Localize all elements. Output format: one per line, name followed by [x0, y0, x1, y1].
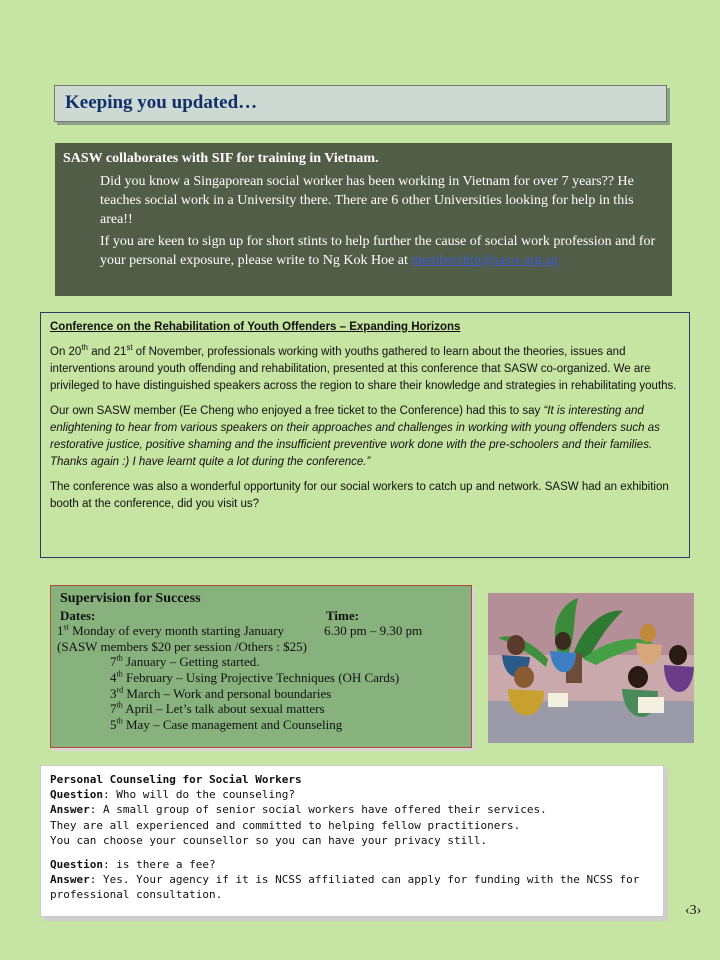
- session-text: May – Case management and Counseling: [122, 716, 343, 732]
- session-num: 5: [110, 716, 117, 732]
- session-item: [57, 670, 463, 686]
- time-value: 6.30 pm – 9.30 pm: [324, 623, 423, 639]
- question-label: Question: [50, 858, 103, 872]
- membership-email-link[interactable]: membership@sasw.org.sg: [411, 253, 558, 268]
- supervision-heading: Supervision for Success: [60, 591, 201, 606]
- schedule-text: [57, 623, 324, 639]
- supervision-box: [50, 585, 472, 748]
- session-num: 3: [110, 685, 117, 701]
- schedule-b: Monday of every month starting January: [68, 623, 285, 639]
- counseling-box: [40, 765, 664, 917]
- counseling-heading: Personal Counseling for Social Workers: [50, 773, 302, 786]
- section-title: Keeping you updated…: [65, 92, 258, 113]
- question-2-text: : is there a fee?: [102, 858, 216, 872]
- session-text: January – Getting started.: [122, 654, 260, 670]
- vietnam-paragraph-2: [63, 232, 662, 270]
- group-meeting-illustration: [488, 593, 694, 743]
- session-item: [57, 686, 463, 702]
- vietnam-article: [55, 143, 672, 296]
- conference-p1-sup2: st: [126, 343, 133, 353]
- session-sup: th: [116, 654, 123, 664]
- answer-1-text: : A small group of senior social workers have offered their services.: [89, 803, 547, 817]
- session-item: [57, 654, 463, 670]
- session-text: February – Using Projective Techniques (OH Cards): [122, 669, 400, 685]
- answer-1: [50, 802, 655, 817]
- conference-p1-c: of November, professionals working with youths gathered to learn about the theories, issues and interventions around youth offending and rehabilitation, presented at this conference that SASW co-organized. We are privileged to have distinguished speakers across the region to share their knowledge and strategies in rehabilitating youths.: [50, 346, 677, 392]
- conference-p2-plain: Our own SASW member (Ee Cheng who enjoyed a free ticket to the Conference) had this to say: [50, 405, 544, 417]
- group-meeting-image: [488, 593, 694, 743]
- answer-1-line-2: They are all experienced and committed to helping fellow practitioners.: [50, 818, 521, 832]
- conference-paragraph-3: The conference was also a wonderful opportunity for our social workers to catch up and network. SASW had an exhibition booth at the conference, did you visit us?: [50, 481, 669, 510]
- session-sup: th: [116, 716, 123, 726]
- conference-paragraph-1: [50, 344, 679, 395]
- page-number: ‹3›: [685, 903, 702, 918]
- session-num: 7: [110, 654, 117, 670]
- answer-label: Answer: [50, 873, 90, 887]
- session-sup: th: [116, 700, 123, 710]
- fees-text: (SASW members $20 per session /Others : $25): [57, 638, 307, 654]
- schedule-sup: st: [63, 622, 69, 632]
- vietnam-paragraph-1: Did you know a Singaporean social worker has been working in Vietnam for over 7 years?? He teaches social work in a University there. There are 6 other Universities looking for help in this area!!: [100, 174, 634, 227]
- schedule-row: [57, 623, 463, 639]
- section-title-bar: [54, 85, 667, 122]
- session-text: March – Work and personal boundaries: [123, 685, 332, 701]
- session-item: [57, 717, 463, 733]
- member-quote: “It is interesting and enlightening to hear from various speakers on their approaches and challenges in working with young offenders such as restorative justice, positive shaming and the insufficient preventive work done with the pre-schoolers and their families. Thanks again :) I have learnt quite a lot during the conference.”: [50, 405, 660, 468]
- session-item: [57, 701, 463, 717]
- answer-1-line-3: You can choose your counsellor so you can have your privacy still.: [50, 833, 488, 847]
- conference-p1-sup1: th: [81, 343, 88, 353]
- schedule-a: 1: [57, 623, 64, 639]
- conference-p1-a: On 20: [50, 346, 82, 358]
- session-num: 4: [110, 669, 117, 685]
- question-1: [50, 787, 655, 802]
- question-1-text: : Who will do the counseling?: [102, 788, 296, 802]
- supervision-labels-row: [57, 608, 463, 624]
- vietnam-heading: SASW collaborates with SIF for training in Vietnam.: [63, 151, 379, 166]
- answer-2-text: : Yes. Your agency if it is NCSS affiliated can apply for funding with the NCSS for professional consultation.: [50, 873, 640, 902]
- time-label: Time:: [326, 607, 359, 623]
- answer-2: [50, 872, 655, 902]
- session-sup: th: [116, 669, 123, 679]
- session-sup: rd: [116, 685, 124, 695]
- conference-article: [40, 312, 690, 558]
- session-num: 7: [110, 701, 117, 717]
- vietnam-paragraph-2-text: If you are keen to sign up for short stints to help further the cause of social work profession and for your personal exposure, please write to Ng Kok Hoe at: [100, 234, 656, 268]
- conference-heading: Conference on the Rehabilitation of Youth Offenders – Expanding Horizons: [50, 321, 461, 333]
- session-text: April – Let’s talk about sexual matters: [122, 701, 325, 717]
- conference-p1-b: and 21: [88, 346, 127, 358]
- answer-label: Answer: [50, 803, 90, 817]
- question-2: [50, 857, 655, 872]
- question-label: Question: [50, 788, 103, 802]
- dates-label: Dates:: [60, 607, 96, 623]
- conference-paragraph-2: [50, 403, 679, 471]
